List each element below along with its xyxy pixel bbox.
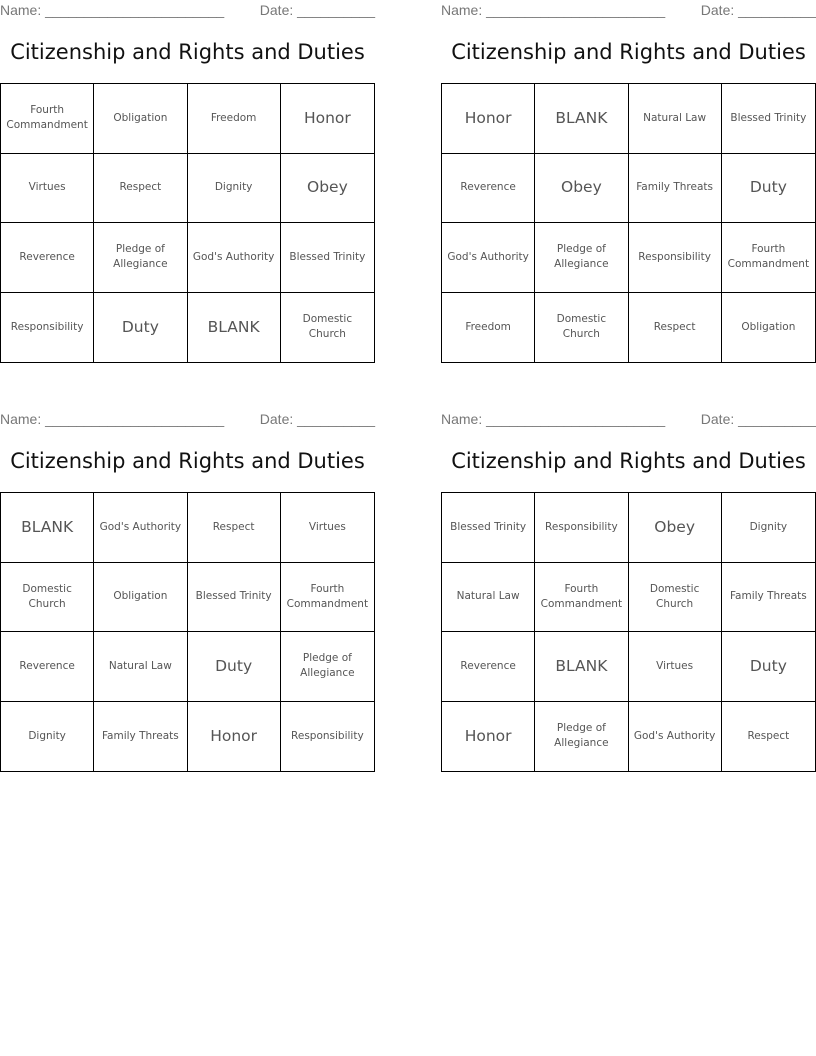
date-field: Date: __________ — [259, 411, 375, 427]
bingo-cell: Fourth Commandment — [281, 563, 374, 633]
bingo-cell: BLANK — [188, 293, 281, 363]
bingo-cell: Pledge of Allegiance — [535, 702, 628, 772]
bingo-cell: Respect — [188, 493, 281, 563]
bingo-cell: Fourth Commandment — [1, 84, 94, 154]
bingo-cell: Obligation — [94, 563, 187, 633]
name-date-row — [0, 411, 375, 429]
name-field: Name: _______________________ — [0, 2, 225, 18]
bingo-cell: Virtues — [281, 493, 374, 563]
bingo-cell: Duty — [722, 154, 815, 224]
bingo-cell: Dignity — [722, 493, 815, 563]
bingo-cell: Honor — [442, 84, 535, 154]
bingo-cell: Domestic Church — [1, 563, 94, 633]
card-title: Citizenship and Rights and Duties — [10, 40, 365, 64]
bingo-cell: Obey — [281, 154, 374, 224]
bingo-cell: Virtues — [629, 632, 722, 702]
bingo-cell: Honor — [442, 702, 535, 772]
name-date-row — [441, 411, 816, 429]
bingo-cell: Honor — [281, 84, 374, 154]
bingo-cell: Pledge of Allegiance — [281, 632, 374, 702]
bingo-cell: Obligation — [741, 320, 796, 333]
bingo-cell: Domestic Church — [302, 313, 353, 341]
bingo-cell: God's Authority — [94, 493, 187, 563]
bingo-cell: Natural Law — [442, 563, 535, 633]
bingo-cell: Freedom — [442, 293, 535, 363]
bingo-cell: God's Authority — [442, 223, 535, 293]
bingo-cell: Duty — [188, 632, 281, 702]
bingo-cell: Domestic Church — [629, 563, 722, 633]
bingo-grid — [441, 83, 816, 363]
bingo-cell: God's Authority — [629, 702, 722, 772]
date-field: Date: __________ — [259, 2, 375, 18]
name-field: Name: _______________________ — [441, 411, 666, 427]
bingo-cell: BLANK — [535, 632, 628, 702]
card-title: Citizenship and Rights and Duties — [451, 449, 806, 473]
bingo-cell: Fourth Commandment — [535, 563, 628, 633]
bingo-cell: Dignity — [188, 154, 281, 224]
bingo-cell: BLANK — [535, 84, 628, 154]
bingo-grid — [441, 492, 816, 772]
bingo-grid — [0, 83, 375, 363]
bingo-cell: Responsibility — [1, 293, 94, 363]
name-date-row — [0, 2, 375, 20]
bingo-grid — [0, 492, 375, 772]
bingo-cell: Freedom — [188, 84, 281, 154]
bingo-cell: Fourth Commandment — [722, 223, 815, 293]
bingo-cell: Virtues — [1, 154, 94, 224]
bingo-cell: Blessed Trinity — [442, 493, 535, 563]
bingo-cell: Blessed Trinity — [281, 223, 374, 293]
date-field: Date: __________ — [700, 2, 816, 18]
bingo-cell: God's Authority — [188, 223, 281, 293]
bingo-cell: Blessed Trinity — [722, 84, 815, 154]
bingo-cell: Pledge of Allegiance — [94, 223, 187, 293]
bingo-cell: Honor — [188, 702, 281, 772]
bingo-cell: Responsibility — [291, 729, 364, 742]
bingo-cell: Responsibility — [535, 493, 628, 563]
bingo-cell: Duty — [722, 632, 815, 702]
bingo-cell: Reverence — [1, 223, 94, 293]
name-field: Name: _______________________ — [441, 2, 666, 18]
name-field: Name: _______________________ — [0, 411, 225, 427]
bingo-cell: Family Threats — [94, 702, 187, 772]
card-title: Citizenship and Rights and Duties — [451, 40, 806, 64]
bingo-cell: Responsibility — [629, 223, 722, 293]
bingo-cell: Obligation — [94, 84, 187, 154]
bingo-cell: Reverence — [1, 632, 94, 702]
bingo-cell: Pledge of Allegiance — [535, 223, 628, 293]
bingo-cell: BLANK — [1, 493, 94, 563]
bingo-cell: Respect — [94, 154, 187, 224]
bingo-cell: Obey — [629, 493, 722, 563]
bingo-cell: Reverence — [442, 154, 535, 224]
bingo-cell: Blessed Trinity — [188, 563, 281, 633]
bingo-cell: Obey — [535, 154, 628, 224]
bingo-cell: Respect — [747, 729, 790, 742]
bingo-cell: Family Threats — [629, 154, 722, 224]
bingo-cell: Natural Law — [629, 84, 722, 154]
bingo-cell: Dignity — [1, 702, 94, 772]
date-field: Date: __________ — [700, 411, 816, 427]
bingo-cell: Reverence — [442, 632, 535, 702]
bingo-cell: Respect — [629, 293, 722, 363]
bingo-cell: Duty — [94, 293, 187, 363]
bingo-cell: Domestic Church — [535, 293, 628, 363]
name-date-row — [441, 2, 816, 20]
card-title: Citizenship and Rights and Duties — [10, 449, 365, 473]
bingo-cell: Natural Law — [94, 632, 187, 702]
bingo-cell: Family Threats — [722, 563, 815, 633]
